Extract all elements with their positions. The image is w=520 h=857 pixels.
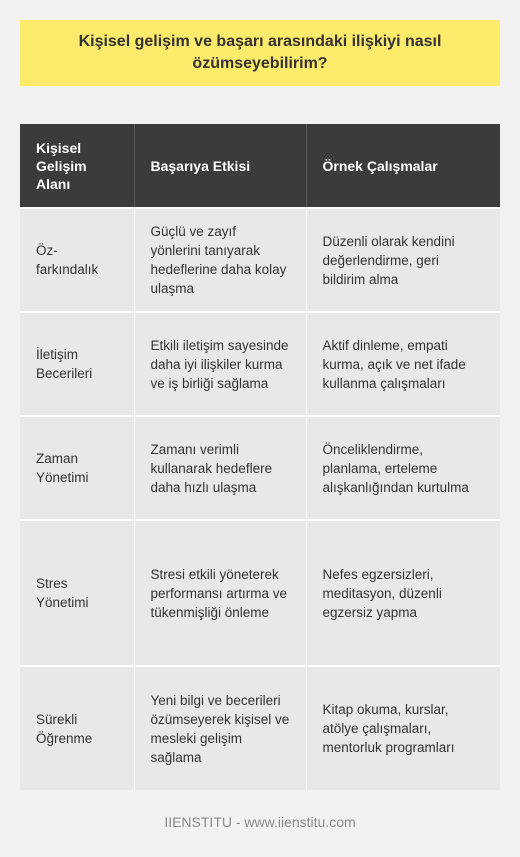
cell-effect: Zamanı verimli kullanarak hedeflere daha hızlı ulaşma: [134, 416, 306, 520]
cell-area: Öz-farkındalık: [20, 208, 134, 312]
table-row: [20, 312, 500, 416]
cell-effect: Stresi etkili yöneterek performansı artırma ve tükenmişliği önleme: [134, 520, 306, 666]
cell-effect: Güçlü ve zayıf yönlerini tanıyarak hedeflerine daha kolay ulaşma: [134, 208, 306, 312]
cell-area: Stres Yönetimi: [20, 520, 134, 666]
cell-examples: Kitap okuma, kurslar, atölye çalışmaları, mentorluk programları: [306, 666, 500, 790]
cell-area: Sürekli Öğrenme: [20, 666, 134, 790]
cell-examples: Aktif dinleme, empati kurma, açık ve net ifade kullanma çalışmaları: [306, 312, 500, 416]
cell-area: Zaman Yönetimi: [20, 416, 134, 520]
cell-examples: Önceliklendirme, planlama, erteleme alışkanlığından kurtulma: [306, 416, 500, 520]
table-row: [20, 208, 500, 312]
cell-examples: Düzenli olarak kendini değerlendirme, geri bildirim alma: [306, 208, 500, 312]
page-title: Kişisel gelişim ve başarı arasındaki ilişkiyi nasıl özümseyebilirim?: [78, 33, 442, 72]
cell-area: İletişim Becerileri: [20, 312, 134, 416]
header-examples: Örnek Çalışmalar: [306, 124, 500, 208]
cell-effect: Yeni bilgi ve becerileri özümseyerek kişisel ve mesleki gelişim sağlama: [134, 666, 306, 790]
cell-examples: Nefes egzersizleri, meditasyon, düzenli egzersiz yapma: [306, 520, 500, 666]
table-row: [20, 520, 500, 666]
header-effect: Başarıya Etkisi: [134, 124, 306, 208]
footer-credit: IIENSTITU - www.iienstitu.com: [164, 814, 356, 830]
title-banner: [20, 20, 500, 86]
table-row: [20, 666, 500, 790]
development-table: [20, 124, 500, 790]
header-area: Kişisel Gelişim Alanı: [20, 124, 134, 208]
table-header-row: [20, 124, 500, 208]
table-row: [20, 416, 500, 520]
cell-effect: Etkili iletişim sayesinde daha iyi ilişkiler kurma ve iş birliği sağlama: [134, 312, 306, 416]
